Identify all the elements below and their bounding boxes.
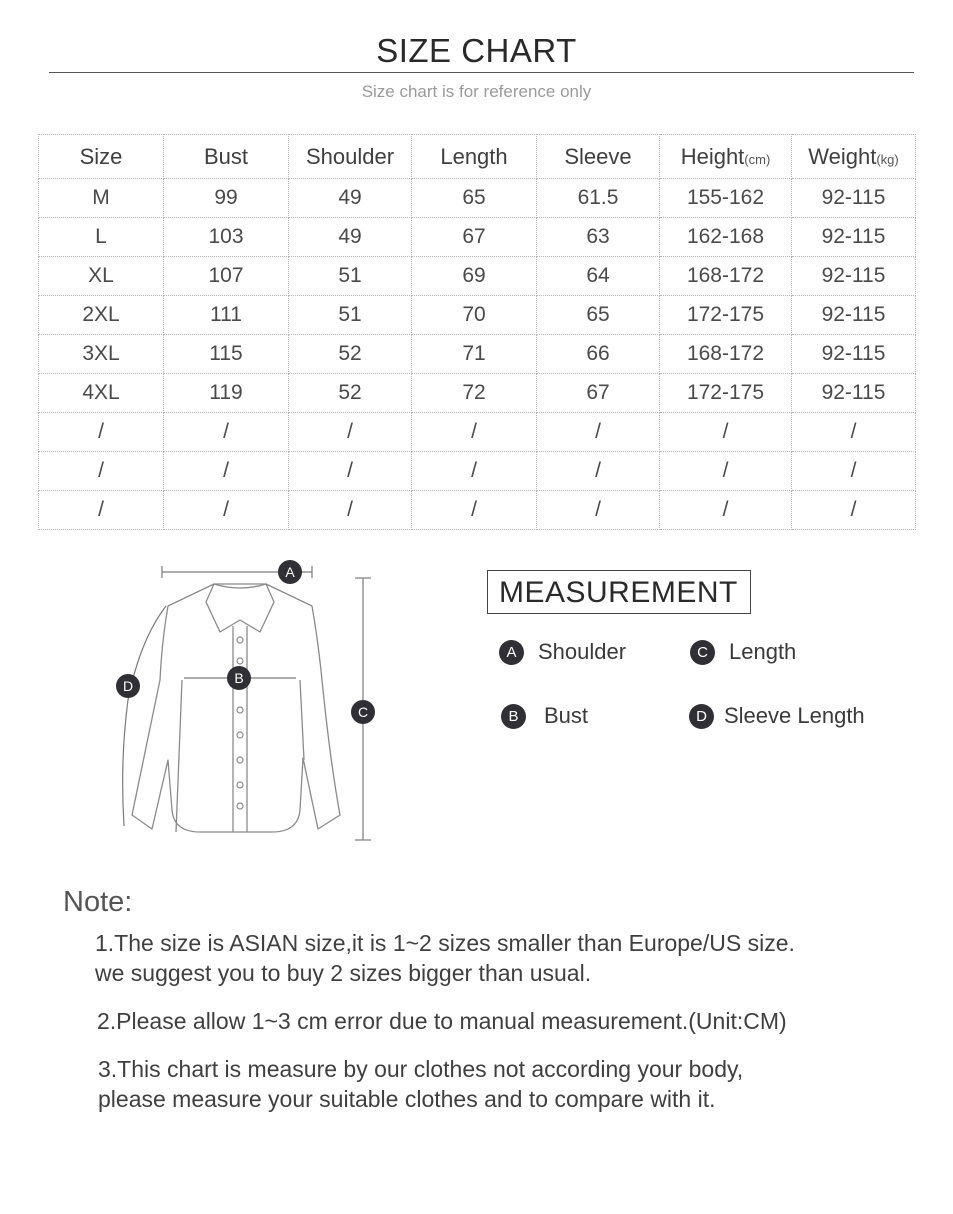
table-cell: 115 bbox=[164, 335, 289, 374]
table-cell: 92-115 bbox=[792, 335, 916, 374]
table-cell: / bbox=[537, 491, 660, 530]
header-shoulder: Shoulder bbox=[289, 135, 412, 179]
header-length: Length bbox=[412, 135, 537, 179]
table-cell: / bbox=[289, 452, 412, 491]
badge-c: C bbox=[690, 640, 715, 665]
header-height: Height(cm) bbox=[660, 135, 792, 179]
legend-label: Length bbox=[729, 639, 797, 664]
table-cell: / bbox=[792, 491, 916, 530]
marker-b-badge bbox=[227, 666, 251, 690]
table-cell: 4XL bbox=[39, 374, 164, 413]
table-cell: 155-162 bbox=[660, 179, 792, 218]
table-row bbox=[39, 257, 916, 296]
table-cell: 63 bbox=[537, 218, 660, 257]
legend-label: Bust bbox=[544, 703, 589, 728]
header-bust: Bust bbox=[164, 135, 289, 179]
table-cell: / bbox=[537, 452, 660, 491]
shirt-collar bbox=[206, 584, 274, 632]
marker-c-badge bbox=[351, 700, 375, 724]
table-cell: 111 bbox=[164, 296, 289, 335]
badge-a: A bbox=[499, 640, 524, 665]
table-cell: 168-172 bbox=[660, 257, 792, 296]
table-cell: 51 bbox=[289, 296, 412, 335]
header-sleeve: Sleeve bbox=[537, 135, 660, 179]
note-line: 3.This chart is measure by our clothes not according your body, bbox=[98, 1056, 744, 1082]
table-cell: / bbox=[660, 491, 792, 530]
table-cell: 67 bbox=[537, 374, 660, 413]
table-cell: / bbox=[412, 491, 537, 530]
svg-text:A: A bbox=[285, 564, 295, 580]
table-cell: / bbox=[164, 491, 289, 530]
title-divider bbox=[49, 72, 914, 73]
table-cell: 65 bbox=[537, 296, 660, 335]
svg-text:D: D bbox=[122, 678, 134, 694]
table-cell: / bbox=[537, 413, 660, 452]
legend-item-length bbox=[690, 639, 796, 665]
marker-d-badge bbox=[116, 674, 140, 698]
table-cell: 52 bbox=[289, 374, 412, 413]
note-line: 1.The size is ASIAN size,it is 1~2 sizes smaller than Europe/US size. bbox=[95, 930, 795, 956]
table-cell: XL bbox=[39, 257, 164, 296]
table-cell: 172-175 bbox=[660, 374, 792, 413]
table-row bbox=[39, 374, 916, 413]
table-cell: / bbox=[289, 491, 412, 530]
table-cell: / bbox=[792, 452, 916, 491]
table-row bbox=[39, 218, 916, 257]
size-table bbox=[38, 134, 916, 530]
header-weight: Weight(kg) bbox=[792, 135, 916, 179]
legend-item-bust bbox=[501, 703, 588, 729]
table-cell: 162-168 bbox=[660, 218, 792, 257]
table-header-row bbox=[39, 135, 916, 179]
note-title: Note: bbox=[63, 886, 133, 918]
table-cell: 92-115 bbox=[792, 257, 916, 296]
table-cell: / bbox=[412, 452, 537, 491]
table-cell: 66 bbox=[537, 335, 660, 374]
svg-text:B: B bbox=[234, 670, 244, 686]
table-cell: 64 bbox=[537, 257, 660, 296]
table-cell: / bbox=[164, 452, 289, 491]
badge-d: D bbox=[689, 704, 714, 729]
table-cell: 172-175 bbox=[660, 296, 792, 335]
legend-item-sleeve-length bbox=[689, 703, 865, 729]
table-row bbox=[39, 491, 916, 530]
measurement-title: MEASUREMENT bbox=[487, 570, 751, 614]
table-cell: 92-115 bbox=[792, 218, 916, 257]
table-cell: 72 bbox=[412, 374, 537, 413]
table-cell: 71 bbox=[412, 335, 537, 374]
height-unit: (cm) bbox=[744, 151, 771, 167]
legend-item-shoulder bbox=[499, 639, 626, 665]
table-cell: 61.5 bbox=[537, 179, 660, 218]
table-cell: 65 bbox=[412, 179, 537, 218]
svg-text:C: C bbox=[357, 704, 369, 720]
table-row bbox=[39, 296, 916, 335]
table-cell: 119 bbox=[164, 374, 289, 413]
table-cell: 107 bbox=[164, 257, 289, 296]
table-cell: 99 bbox=[164, 179, 289, 218]
table-cell: 70 bbox=[412, 296, 537, 335]
table-cell: / bbox=[39, 452, 164, 491]
note-line: please measure your suitable clothes and to compare with it. bbox=[98, 1086, 716, 1112]
shirt-placket bbox=[233, 626, 247, 832]
weight-unit: (kg) bbox=[876, 151, 899, 167]
table-cell: / bbox=[289, 413, 412, 452]
shirt-diagram bbox=[100, 552, 390, 852]
table-cell: 92-115 bbox=[792, 374, 916, 413]
table-cell: 51 bbox=[289, 257, 412, 296]
note-line: we suggest you to buy 2 sizes bigger than usual. bbox=[95, 960, 592, 986]
table-cell: L bbox=[39, 218, 164, 257]
marker-a-badge bbox=[278, 560, 302, 584]
table-cell: 92-115 bbox=[792, 296, 916, 335]
table-cell: / bbox=[39, 413, 164, 452]
table-cell: 168-172 bbox=[660, 335, 792, 374]
table-row bbox=[39, 452, 916, 491]
table-row bbox=[39, 413, 916, 452]
table-row bbox=[39, 335, 916, 374]
table-cell: 2XL bbox=[39, 296, 164, 335]
table-cell: / bbox=[412, 413, 537, 452]
table-cell: 49 bbox=[289, 218, 412, 257]
legend-label: Sleeve Length bbox=[724, 703, 865, 728]
shirt-outline bbox=[132, 584, 340, 832]
page-title: SIZE CHART bbox=[376, 32, 577, 69]
table-cell: 52 bbox=[289, 335, 412, 374]
table-cell: 3XL bbox=[39, 335, 164, 374]
table-cell: / bbox=[39, 491, 164, 530]
table-cell: / bbox=[792, 413, 916, 452]
table-cell: 103 bbox=[164, 218, 289, 257]
note-line: 2.Please allow 1~3 cm error due to manual measurement.(Unit:CM) bbox=[97, 1008, 787, 1034]
table-cell: / bbox=[660, 413, 792, 452]
table-cell: 49 bbox=[289, 179, 412, 218]
table-cell: 67 bbox=[412, 218, 537, 257]
legend-label: Shoulder bbox=[538, 639, 627, 664]
table-cell: M bbox=[39, 179, 164, 218]
table-cell: / bbox=[660, 452, 792, 491]
table-cell: 69 bbox=[412, 257, 537, 296]
table-cell: / bbox=[164, 413, 289, 452]
header-size: Size bbox=[39, 135, 164, 179]
badge-b: B bbox=[501, 704, 526, 729]
page-subtitle: Size chart is for reference only bbox=[361, 82, 592, 101]
table-row bbox=[39, 179, 916, 218]
table-cell: 92-115 bbox=[792, 179, 916, 218]
